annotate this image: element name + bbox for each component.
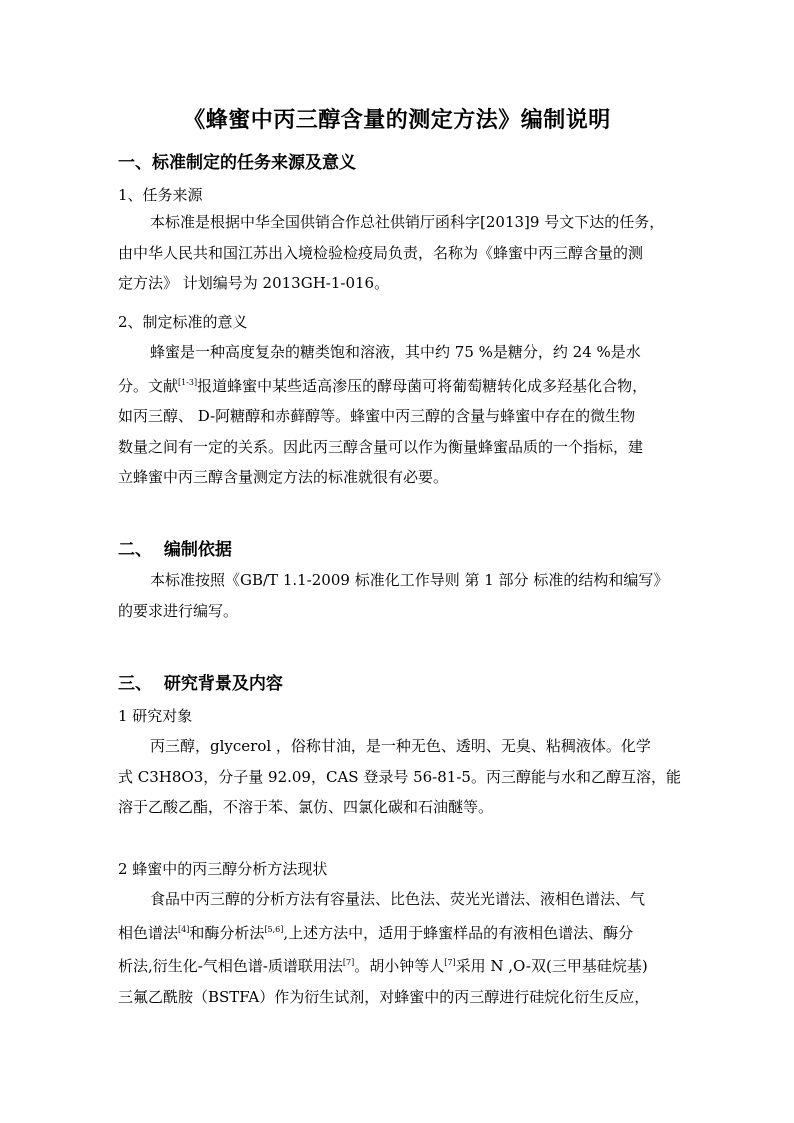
- section-1-heading: 一、标准制定的任务来源及意义: [118, 153, 356, 173]
- citation-ref: [1-3]: [178, 377, 198, 387]
- paragraph-line: 丙三醇，glycerol ，俗称甘油，是一种无色、透明、无臭、粘稠液体。化学: [150, 737, 651, 755]
- citation-ref: [7]: [342, 958, 355, 967]
- section-1-1-heading: 1、任务来源: [118, 186, 203, 204]
- section-1-2-paragraph: [118, 337, 680, 493]
- section-3-heading: 三、 研究背景及内容: [118, 674, 283, 694]
- citation-ref: [5,6]: [264, 924, 284, 934]
- citation-ref: [7]: [444, 958, 456, 967]
- paragraph-line: 分。文献[1-3]报道蜂蜜中某些适高渗压的酵母菌可将葡萄糖转化成多羟基化合物，: [118, 376, 648, 395]
- paragraph-line: 定方法》 计划编号为 2013GH-1-016。: [118, 274, 390, 292]
- section-3-1-paragraph: [118, 731, 680, 823]
- paragraph-line: 溶于乙酸乙酯，不溶于苯、氯仿、四氯化碳和石油醚等。: [118, 798, 494, 816]
- paragraph-line: 相色谱法[4]和酶分析法[5,6],上述方法中，适用于蜂蜜样品的有液相色谱法、酶分: [118, 923, 634, 942]
- document-title: 《蜂蜜中丙三醇含量的测定方法》编制说明: [183, 107, 611, 133]
- section-3-1-heading: 1 研究对象: [118, 707, 193, 725]
- paragraph-line: 式 C3H8O3，分子量 92.09，CAS 登录号 56-81-5。丙三醇能与水和乙醇互溶，能: [118, 767, 681, 786]
- citation-ref: [4]: [178, 924, 190, 934]
- section-3-2-paragraph: [118, 884, 680, 1012]
- section-3-2-heading: 2 蜂蜜中的丙三醇分析方法现状: [118, 860, 328, 878]
- section-1-1-paragraph: [118, 207, 680, 299]
- section-1-2-heading: 2、制定标准的意义: [118, 313, 248, 331]
- paragraph-line: 数量之间有一定的关系。因此丙三醇含量可以作为衡量蜂蜜品质的一个指标，建: [118, 437, 644, 456]
- paragraph-line: 的要求进行编写。: [118, 601, 239, 620]
- paragraph-line: 析法,衍生化-气相色谱-质谱联用法[7]。胡小钟等人[7]采用 N ,O-双(三甲基硅烷基): [118, 957, 648, 975]
- paragraph-line: 立蜂蜜中丙三醇含量测定方法的标准就很有必要。: [118, 468, 449, 486]
- paragraph-line: 本标准按照《GB/T 1.1-2009 标准化工作导则 第 1 部分 标准的结构和编写》: [150, 571, 669, 589]
- section-2-heading: 二、 编制依据: [118, 540, 232, 560]
- paragraph-line: 本标准是根据中华全国供销合作总社供销厅函科字[2013]9 号文下达的任务，: [150, 213, 665, 231]
- paragraph-line: 食品中丙三醇的分析方法有容量法、比色法、荧光光谱法、液相色谱法、气: [150, 890, 646, 908]
- paragraph-line: 由中华人民共和国江苏出入境检验检疫局负责，名称为《蜂蜜中丙三醇含量的测: [118, 243, 644, 262]
- paragraph-line: 三氟乙酰胺（BSTFA）作为衍生试剂，对蜂蜜中的丙三醇进行硅烷化衍生反应，: [118, 987, 650, 1006]
- section-2-paragraph: [118, 565, 680, 626]
- paragraph-line: 如丙三醇、 D-阿糖醇和赤藓醇等。蜂蜜中丙三醇的含量与蜂蜜中存在的微生物: [118, 407, 636, 425]
- paragraph-line: 蜂蜜是一种高度复杂的糖类饱和溶液，其中约 75 %是糖分，约 24 %是水: [150, 343, 641, 361]
